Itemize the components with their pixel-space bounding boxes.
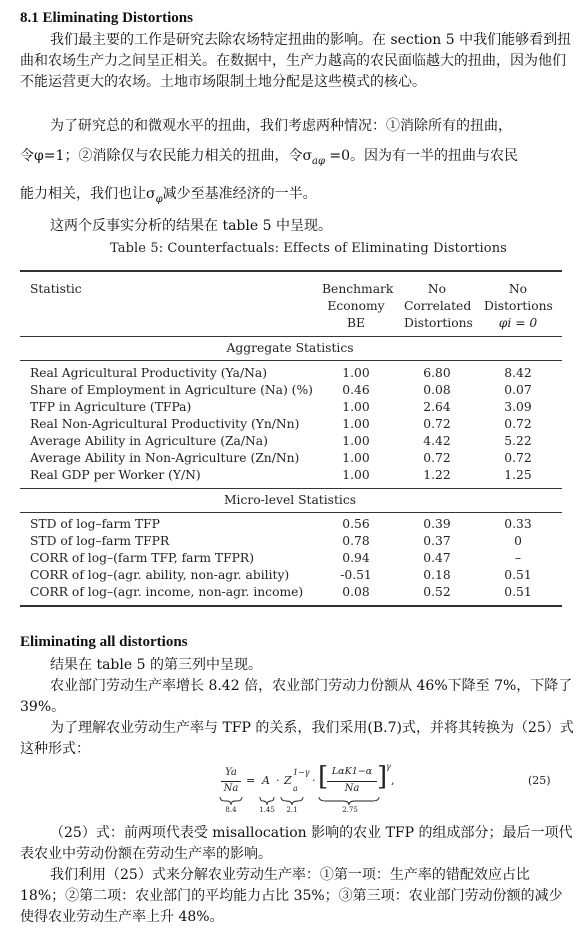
row-label: Real GDP per Worker (Y/N) <box>30 468 201 482</box>
cell-no-distortions: 0 <box>514 534 522 548</box>
cell-benchmark: 1.00 <box>342 400 370 414</box>
table-caption: Table 5: Counterfactuals: Effects of Eliminating Distortions <box>110 241 507 256</box>
col-header-nocorr-3: Distortions <box>404 316 473 330</box>
row-label: STD of log–farm TFPR <box>30 534 170 548</box>
cell-no-correlated: 1.22 <box>423 468 451 482</box>
cell-benchmark: 1.00 <box>342 468 370 482</box>
underbrace-3 <box>281 797 303 805</box>
underbrace-4 <box>319 797 379 805</box>
col-header-statistic: Statistic <box>30 282 82 296</box>
aggregate-rule <box>20 360 562 361</box>
cell-no-distortions: 0.51 <box>504 568 532 582</box>
cell-benchmark: 1.00 <box>342 434 370 448</box>
cell-no-correlated: 0.18 <box>423 568 451 582</box>
intro-paragraph-2-line-1: 为了研究总的和微观水平的扭曲，我们考虑两种情况：①消除所有的扭曲， <box>50 118 512 134</box>
cell-no-distortions: 8.42 <box>504 366 532 380</box>
eq-number: (25) <box>528 774 551 787</box>
p2-line3-text-a: 能力相关，我们也让σ <box>20 186 156 202</box>
eq-a: A <box>262 774 270 787</box>
eq-under-value-1: 8.4 <box>225 806 237 814</box>
eq-right-bracket: ] <box>377 762 388 792</box>
cell-no-distortions: 5.22 <box>504 434 532 448</box>
intro-paragraph-1: 我们最主要的工作是研究去除农场特定扭曲的影响。在 section 5 中我们能够看到扭曲和农场生产力之间呈正相关。在数据中，生产力越高的农民面临越大的扭曲，因为他们不能运营更大的农场。土地市场限制土地分配是这些模式的核心。 <box>20 32 572 90</box>
section2-title: Eliminating all distortions <box>20 634 188 650</box>
eq-frac-bar <box>327 781 377 782</box>
eq-lhs-fraction-bar <box>221 781 241 782</box>
header-rule <box>20 336 562 337</box>
p2-line2-text-b: =0。因为有一半的扭曲与农民 <box>324 148 519 164</box>
eq-lhs-numerator: Ya <box>225 767 237 778</box>
cell-no-distortions: 0.33 <box>504 517 532 531</box>
p2-line3-text-b: 减少至基准经济的一半。 <box>162 186 317 202</box>
cell-benchmark: 0.78 <box>342 534 370 548</box>
row-label: CORR of log–(farm TFP, farm TFPR) <box>30 551 254 565</box>
cell-no-correlated: 0.72 <box>423 417 451 431</box>
section2-paragraph-3: 为了理解农业劳动生产率与 TFP 的关系，我们采用(B.7)式，并将其转换为（25）式这种形式： <box>20 720 574 757</box>
cell-no-correlated: 4.42 <box>423 434 451 448</box>
section-title: 8.1 Eliminating Distortions <box>20 10 193 26</box>
eq-dot-1: · <box>276 774 280 787</box>
row-label: Real Agricultural Productivity (Ya/Na) <box>30 366 268 380</box>
cell-benchmark: 0.94 <box>342 551 370 565</box>
col-header-benchmark-3: BE <box>346 316 365 330</box>
intro-paragraph-3: 这两个反事实分析的结果在 table 5 中呈现。 <box>50 218 332 234</box>
col-header-nodist-1: No <box>508 282 528 296</box>
cell-no-distortions: 1.25 <box>504 468 532 482</box>
cell-benchmark: 1.00 <box>342 366 370 380</box>
eq-frac-numerator: LαK1−α <box>331 766 373 777</box>
intro-paragraph-2-line-2 <box>20 146 576 172</box>
cell-benchmark: 1.00 <box>342 451 370 465</box>
eq-frac-denominator: Na <box>344 783 360 794</box>
sigma-a-phi-subscript: aφ <box>312 155 325 167</box>
cell-no-correlated: 0.72 <box>423 451 451 465</box>
section2-paragraph-1: 结果在 table 5 的第三列中呈现。 <box>50 657 262 673</box>
cell-no-correlated: 0.47 <box>423 551 451 565</box>
eq-bracket-superscript: γ <box>386 762 391 771</box>
col-header-nocorr-1: No <box>427 282 447 296</box>
cell-no-correlated: 0.39 <box>423 517 451 531</box>
col-header-benchmark-1: Benchmark <box>322 282 394 296</box>
eq-under-value-2: 1.45 <box>259 806 275 814</box>
row-label: TFP in Agriculture (TFPa) <box>30 400 192 414</box>
sigma-phi-subscript: φ <box>155 193 163 205</box>
cell-no-distortions: 0.72 <box>504 417 532 431</box>
cell-no-distortions: 0.72 <box>504 451 532 465</box>
cell-benchmark: 0.56 <box>342 517 370 531</box>
eq-z-subscript: a <box>293 784 298 793</box>
col-header-benchmark-2: Economy <box>327 299 385 313</box>
section2-paragraph-5: 我们利用（25）式来分解农业劳动生产率：①第一项：生产率的错配效应占比 18%；②第二项：农业部门的平均能力占比 35%；③第三项：农业部门劳动份额的减少使得农业劳动生产率上升 48%。 <box>20 867 563 925</box>
micro-section-label: Micro-level Statistics <box>223 493 357 507</box>
eq-underbraces <box>218 796 384 806</box>
eq-z: Z <box>284 774 292 787</box>
cell-no-distortions: 0.07 <box>504 383 532 397</box>
cell-no-distortions: – <box>514 551 522 565</box>
row-label: CORR of log–(agr. income, non-agr. income) <box>30 585 304 599</box>
eq-under-value-3: 2.1 <box>286 806 298 814</box>
col-header-nodist-2: Distortions <box>484 299 553 313</box>
row-label: CORR of log–(agr. ability, non-agr. ability) <box>30 568 290 582</box>
cell-no-correlated: 0.37 <box>423 534 451 548</box>
eq-z-superscript: 1−γ <box>293 768 310 777</box>
section2-paragraph-2: 农业部门劳动生产率增长 8.42 倍，农业部门劳动力份额从 46%下降至 7%，下降了 39%。 <box>20 678 573 715</box>
table-top-rule <box>20 270 562 272</box>
aggregate-section-label: Aggregate Statistics <box>226 341 354 355</box>
underbrace-1 <box>220 797 242 805</box>
cell-benchmark: 0.08 <box>342 585 370 599</box>
cell-no-correlated: 6.80 <box>423 366 451 380</box>
aggregate-bottom-rule <box>20 488 562 489</box>
row-label: STD of log–farm TFP <box>30 517 160 531</box>
col-header-nodist-3: φi = 0 <box>498 316 538 330</box>
cell-benchmark: -0.51 <box>340 568 372 582</box>
cell-benchmark: 0.46 <box>342 383 370 397</box>
cell-no-correlated: 0.08 <box>423 383 451 397</box>
intro-paragraph-2-line-3 <box>20 184 576 210</box>
row-label: Average Ability in Non-Agriculture (Zn/Nn) <box>30 451 300 465</box>
underbrace-2 <box>260 797 274 805</box>
row-label: Average Ability in Agriculture (Za/Na) <box>30 434 268 448</box>
micro-rule <box>20 512 562 513</box>
cell-no-correlated: 0.52 <box>423 585 451 599</box>
row-label: Real Non-Agricultural Productivity (Yn/Nn) <box>30 417 300 431</box>
eq-dot-2: · <box>312 774 316 787</box>
p2-line2-text-a: 令φ=1；②消除仅与农民能力相关的扭曲，令σ <box>20 148 312 164</box>
cell-no-correlated: 2.64 <box>423 400 451 414</box>
section2-paragraph-4: （25）式：前两项代表受 misallocation 影响的农业 TFP 的组成部分；最后一项代表农业中劳动份额在劳动生产率的影响。 <box>20 825 573 862</box>
col-header-nocorr-2: Correlated <box>404 299 472 313</box>
eq-equals: = <box>246 774 256 787</box>
cell-no-distortions: 0.51 <box>504 585 532 599</box>
table-bottom-rule <box>20 605 562 607</box>
row-label: Share of Employment in Agriculture (Na) (%) <box>30 383 313 397</box>
eq-under-value-4: 2.75 <box>342 806 358 814</box>
eq-lhs-denominator: Na <box>223 783 239 794</box>
eq-trailing-comma: , <box>391 774 395 787</box>
eq-left-bracket: [ <box>318 762 329 792</box>
cell-no-distortions: 3.09 <box>504 400 532 414</box>
cell-benchmark: 1.00 <box>342 417 370 431</box>
